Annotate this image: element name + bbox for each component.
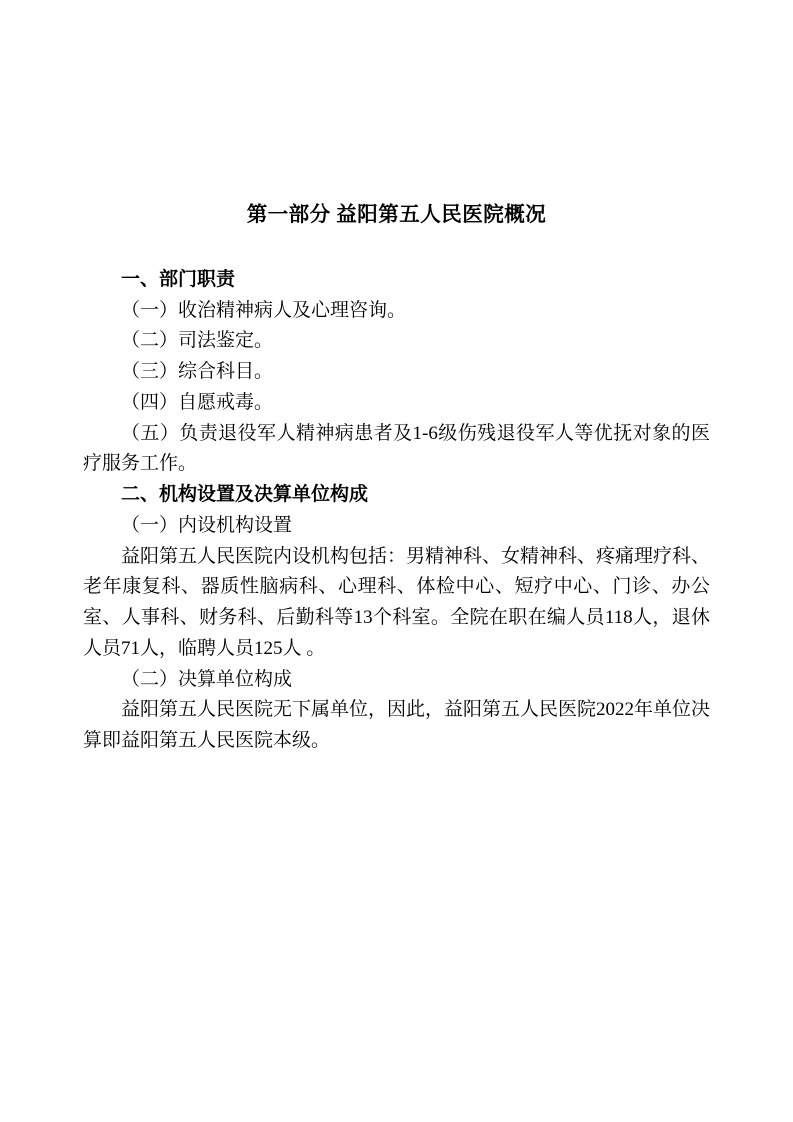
paragraph-final-account-unit: 益阳第五人民医院无下属单位，因此，益阳第五人民医院2022年单位决算即益阳第五人民医院本级。 [83, 699, 711, 752]
subheading-final-account-unit: （二）决算单位构成 [121, 668, 293, 690]
paragraph-internal-structure: 益阳第五人民医院内设机构包括：男精神科、女精神科、疼痛理疗科、老年康复科、器质性脑病科、心理科、体检中心、短疗中心、门诊、办公室、人事科、财务科、后勤科等13个科室。全院在职在编人员118人，退休人员71人，临聘人员125人 。 [83, 545, 711, 659]
subheading-internal-structure: （一）内设机构设置 [121, 514, 293, 536]
document-body [83, 0, 710, 757]
section-heading-duties: 一、部门职责 [121, 268, 236, 290]
duty-item-1: （一）收治精神病人及心理咨询。 [121, 299, 407, 321]
duty-item-4: （四）自愿戒毒。 [121, 391, 274, 413]
duty-item-2: （二）司法鉴定。 [121, 330, 274, 352]
section-heading-organization: 二、机构设置及决算单位构成 [121, 484, 369, 506]
duty-item-5: （五）负责退役军人精神病患者及1-6级伤残退役军人等优抚对象的医疗服务工作。 [83, 422, 710, 475]
page-title: 第一部分 益阳第五人民医院概况 [246, 204, 547, 226]
duty-item-3: （三）综合科目。 [121, 361, 274, 383]
